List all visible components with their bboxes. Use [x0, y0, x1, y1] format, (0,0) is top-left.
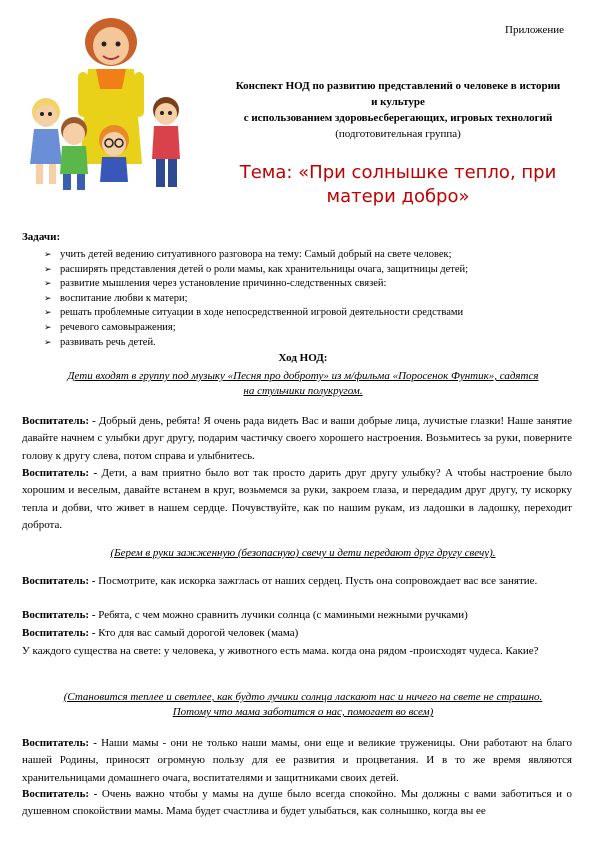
paragraph: Воспитатель: - Очень важно чтобы у мамы на душе было всегда спокойно. Мы должны с вами заботиться и о душевном спокойствии мамы. Мама будет счастлива и будет улыбаться, как солнышко, когда вы ее	[22, 788, 573, 818]
theme-line-2: матери добро»	[326, 186, 470, 207]
title-line-3: с использованием здоровьесберегающих, игровых технологий	[243, 112, 553, 124]
appendix-label: Приложение	[505, 24, 565, 36]
candle-remark: (Берем в руки зажженную (безопасную) свечу и дети передают друг другу свечу).	[110, 547, 496, 559]
paragraph: У каждого существа на свете: у человека, у животного есть мама. когда она рядом -происходят чудеса. Какие?	[22, 645, 539, 657]
speaker-label: Воспитатель: -	[22, 788, 98, 800]
speaker-label: Воспитатель: -	[22, 467, 98, 479]
theme-line-1: Тема: «При солнышке тепло, при	[239, 162, 557, 183]
bullet-arrow-icon: ➢	[44, 308, 52, 319]
tasks-list	[44, 248, 584, 350]
intro-remark: Дети входят в группу под музыку «Песня про доброту» из м/фильма «Поросенок Фунтик», садятся на стульчики полукругом.	[67, 370, 539, 397]
bullet-arrow-icon: ➢	[44, 264, 52, 275]
speaker-label: Воспитатель: -	[22, 737, 97, 749]
bullet-arrow-icon: ➢	[44, 250, 52, 260]
list-item: ➢ речевого самовыражения;	[44, 321, 584, 336]
list-item: ➢ расширять представления детей о роли мамы, как хранительницы очага, защитницы детей;	[44, 263, 584, 278]
theme-title	[212, 161, 584, 209]
tasks-heading: Задачи:	[22, 231, 61, 243]
list-item: ➢ решать проблемные ситуации в ходе непосредственной игровой деятельности средствами	[44, 306, 584, 321]
speaker-label: Воспитатель: -	[22, 415, 96, 427]
list-item: ➢ воспитание любви к матери;	[44, 292, 584, 307]
paragraph: Воспитатель: - Наши мамы - они не только наши мамы, они еще и великие труженицы. Они работают на благо нашей Родины, приносят огромную пользу для ее развития и процветания. И в то же время являются хранительницами домашнего очага, воспитателями и защитниками своих детей.	[22, 737, 572, 784]
bullet-arrow-icon: ➢	[44, 293, 52, 304]
paragraph: Воспитатель: - Ребята, с чем можно сравнить лучики солнца (с мамиными нежными ручками)	[22, 609, 468, 621]
paragraph: Воспитатель: - Посмотрите, как искорка зажглась от наших сердец. Пусть она сопровождает вас все занятие.	[22, 575, 538, 587]
list-item: ➢ развивать речь детей.	[44, 336, 584, 351]
list-item: ➢ развитие мышления через установление причинно-следственных связей:	[44, 277, 584, 292]
course-heading: Ход НОД:	[278, 352, 328, 364]
speaker-label: Воспитатель: -	[22, 575, 96, 587]
title-group-note: (подготовительная группа)	[335, 128, 461, 140]
family-illustration	[18, 14, 206, 194]
paragraph: Воспитатель: - Добрый день, ребята! Я очень рада видеть Вас и ваши добрые лица, лучистые глазки! Наше занятие давайте начнем с улыбки друг другу, подарим частичку своего хорошего настроения. Возьмитесь за руки, поверните голову к другу слева, потом справа и улыбнитесь.	[22, 415, 573, 462]
title-line-2: и культуре	[371, 96, 425, 108]
paragraph: Воспитатель: - Дети, а вам приятно было вот так просто дарить друг другу улыбку? А чтобы настроение было хорошим и веселым, давайте встанем в круг, возьмемся за руки, закроем глаза, и передадим друг другу, ту искорку тепла и добви, что живет в нашем сердце. Почувствуйте, как по нашим рукам, из ладошки в ладошку, переходит доброта.	[22, 467, 572, 532]
document-title	[212, 78, 584, 142]
speaker-label: Воспитатель: -	[22, 627, 96, 639]
bullet-arrow-icon: ➢	[44, 322, 52, 333]
speaker-label: Воспитатель: -	[22, 609, 96, 621]
paragraph: Воспитатель: - Кто для вас самый дорогой человек (мама)	[22, 627, 299, 639]
list-item: ➢ учить детей ведению ситуативного разговора на тему: Самый добрый на свете человек;	[44, 248, 584, 263]
warmth-remark: (Становится теплее и светлее, как будто лучики солнца ласкают нас и ничего на свете не страшно. Потому что мама заботится о нас, помогает во всем)	[63, 691, 543, 718]
bullet-arrow-icon: ➢	[44, 337, 52, 348]
bullet-arrow-icon: ➢	[44, 279, 52, 290]
title-line-1: Конспект НОД по развитию представлений о человеке в истории	[235, 80, 561, 92]
